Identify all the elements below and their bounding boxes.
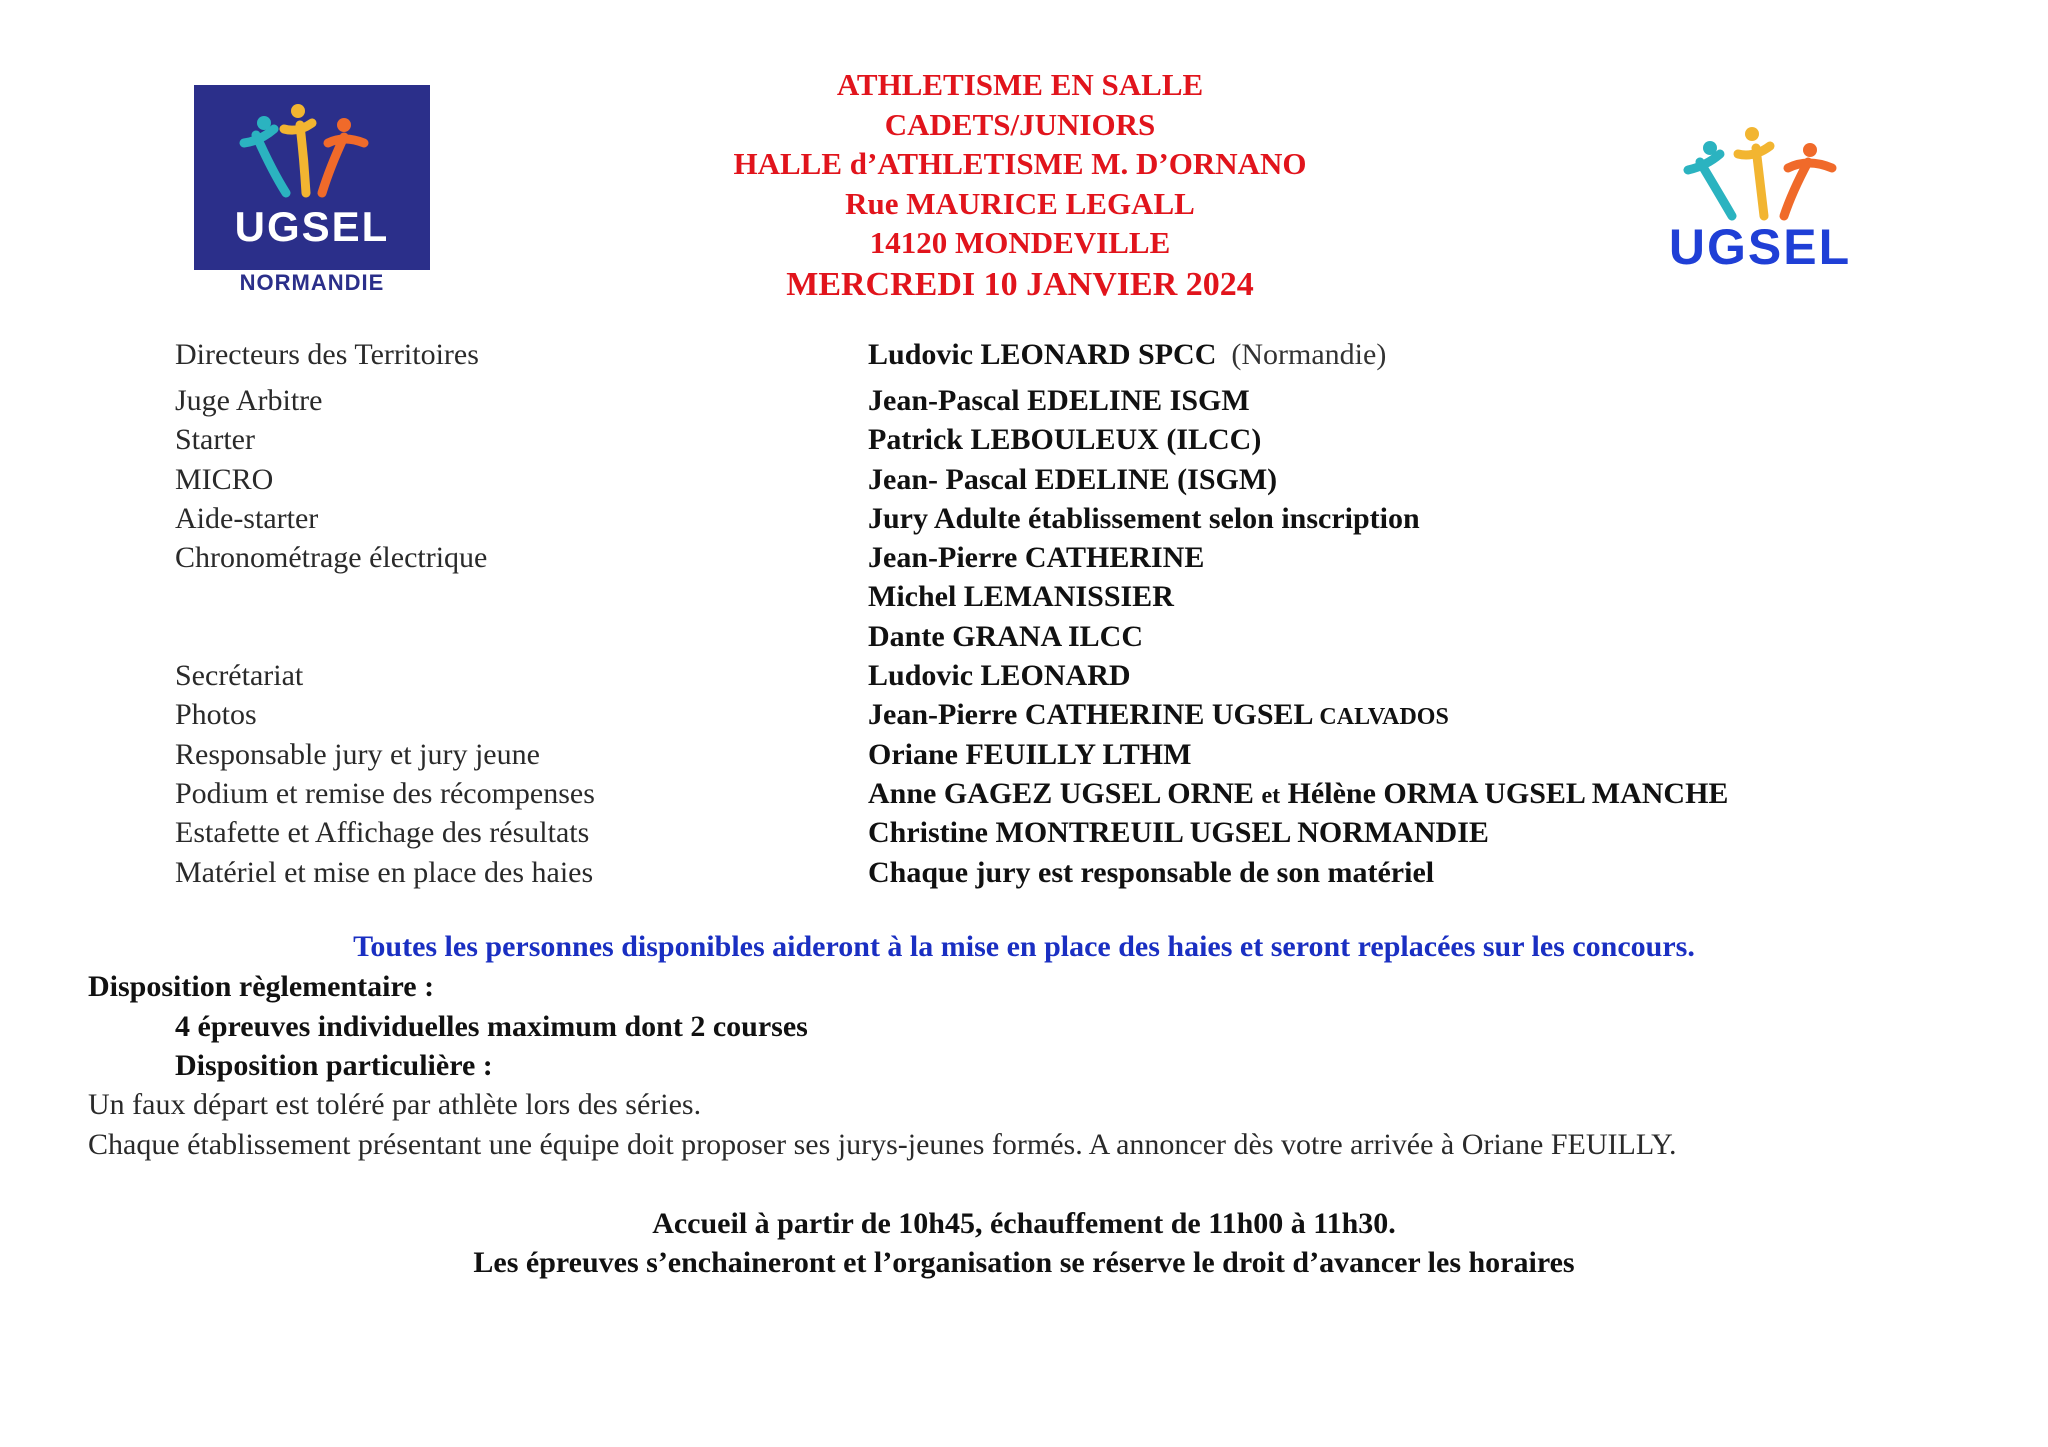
list-item xyxy=(0,502,2048,541)
person-name: Oriane FEUILLY LTHM xyxy=(868,737,1192,771)
list-item xyxy=(0,620,2048,659)
role-label: Responsable jury et jury jeune xyxy=(175,737,540,771)
person-name: Christine MONTREUIL UGSEL NORMANDIE xyxy=(868,816,1489,850)
list-item xyxy=(0,580,2048,619)
schedule-notice: Les épreuves s’enchaineront et l’organisation se réserve le droit d’avancer les horaires xyxy=(473,1246,1575,1279)
schedule-line: Accueil à partir de 10h45, échauffement de 11h00 à 11h30. xyxy=(652,1207,1396,1240)
role-label: MICRO xyxy=(175,462,274,496)
role-label: Juge Arbitre xyxy=(175,384,323,417)
person-name: Anne GAGEZ UGSEL ORNE et Hélène ORMA UGSEL MANCHE xyxy=(868,776,1729,810)
list-item xyxy=(0,738,2048,777)
special-rule-1: Un faux départ est toléré par athlète lors des séries. xyxy=(88,1088,702,1121)
event-header xyxy=(560,65,1480,307)
role-label: Matériel et mise en place des haies xyxy=(175,855,594,889)
role-label: Chronométrage électrique xyxy=(175,541,488,575)
person-name: Jean-Pierre CATHERINE xyxy=(868,541,1205,575)
list-item xyxy=(0,856,2048,895)
person-name: Jean-Pierre CATHERINE UGSEL CALVADOS xyxy=(868,698,1449,732)
event-category: CADETS/JUNIORS xyxy=(884,106,1156,142)
logo-region-label: NORMANDIE xyxy=(239,270,385,295)
person-name: Dante GRANA ILCC xyxy=(868,619,1144,653)
list-item xyxy=(0,698,2048,737)
list-item xyxy=(0,384,2048,423)
person-name: Chaque jury est responsable de son matériel xyxy=(868,855,1435,889)
role-label: Starter xyxy=(175,423,255,457)
person-name: Jean- Pascal EDELINE (ISGM) xyxy=(868,462,1278,496)
event-date: MERCREDI 10 JANVIER 2024 xyxy=(786,265,1254,303)
list-item xyxy=(0,338,2048,384)
role-label: Estafette et Affichage des résultats xyxy=(175,816,590,850)
role-label: Podium et remise des récompenses xyxy=(175,776,595,810)
event-title: ATHLETISME EN SALLE xyxy=(836,67,1204,102)
list-item xyxy=(0,777,2048,816)
volunteer-notice: Toutes les personnes disponibles aideront à la mise en place des haies et seront replacées sur les concours. xyxy=(353,930,1695,963)
ugsel-normandie-logo xyxy=(194,85,430,270)
role-label: Photos xyxy=(175,698,257,732)
role-label: Directeurs des Territoires xyxy=(175,338,479,371)
person-name: Patrick LEBOULEUX (ILCC) xyxy=(868,423,1262,457)
logo-wordmark: UGSEL xyxy=(234,203,390,250)
athletes-figures-icon xyxy=(194,93,430,203)
person-name: Jean-Pascal EDELINE ISGM xyxy=(868,384,1250,417)
person-name: Ludovic LEONARD xyxy=(868,659,1131,693)
regulation-item: 4 épreuves individuelles maximum dont 2 courses xyxy=(175,1010,808,1043)
event-venue: HALLE d’ATHLETISME M. D’ORNANO xyxy=(733,146,1307,181)
ugsel-logo-figures-icon xyxy=(1660,112,1860,222)
list-item xyxy=(0,816,2048,855)
person-name: Michel LEMANISSIER xyxy=(868,580,1174,614)
special-rule-2: Chaque établissement présentant une équipe doit proposer ses jurys-jeunes formés. A annoncer dès votre arrivée à Oriane FEUILLY. xyxy=(88,1128,1677,1161)
logo-wordmark-right: UGSEL xyxy=(1668,219,1852,275)
officials-list xyxy=(0,338,2048,895)
regulation-title: Disposition règlementaire : xyxy=(88,970,435,1003)
list-item xyxy=(0,659,2048,698)
list-item xyxy=(0,463,2048,502)
special-title: Disposition particulière : xyxy=(175,1049,493,1082)
event-street: Rue MAURICE LEGALL xyxy=(845,185,1195,221)
event-city: 14120 MONDEVILLE xyxy=(869,225,1171,260)
person-name: Ludovic LEONARD SPCC (Normandie) xyxy=(868,338,1387,371)
person-name: Jury Adulte établissement selon inscription xyxy=(868,501,1420,535)
list-item xyxy=(0,541,2048,580)
list-item xyxy=(0,423,2048,462)
role-label: Aide-starter xyxy=(175,501,319,535)
role-label: Secrétariat xyxy=(175,659,304,693)
